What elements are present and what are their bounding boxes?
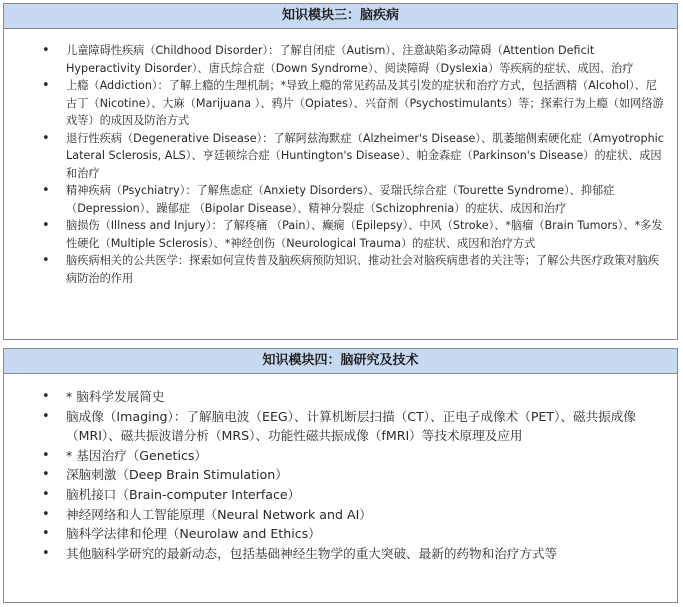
list-item: • 其他脑科学研究的最新动态，包括基础神经生物学的重大突破、最新的药物和治疗方式等	[42, 544, 667, 564]
list-item: • 脑损伤（Illness and Injury）：了解疼痛 （Pain）、癫痫（Epilepsy）、中风（Stroke）、*脑瘤（Brain Tumors）、*多发性硬化（Multiple Sclerosis）、*神经创伤（Neurological Trauma）的症状、成因和治疗方式	[42, 218, 663, 250]
module4-table	[3, 348, 678, 603]
bullet-icon: •	[42, 183, 50, 198]
list-item: • 脑机接口（Brain-computer Interface）	[42, 485, 667, 505]
list-item: • 脑科学法律和伦理（Neurolaw and Ethics）	[42, 524, 667, 544]
bullet-icon: •	[42, 506, 50, 522]
list-item: • 上瘾（Addiction）：了解上瘾的生理机制；*导致上瘾的常见药品及其引发的症状和治疗方式，包括酒精（Alcohol）、尼古丁（Nicotine）、大麻（Marijuana ）、鸦片（Opiates）、兴奋剂（Psychostimulants）等；探索行为上瘾（如网络游戏等）的成因及防治方式	[42, 78, 664, 127]
module3-title: 知识模块三：脑疾病	[4, 4, 677, 29]
list-item: • 脑疾病相关的公共医学：探索如何宣传普及脑疾病预防知识、推动社会对脑疾病患者的关注等；了解公共医疗政策对脑疾病防治的作用	[42, 253, 659, 285]
bullet-icon: •	[42, 408, 50, 424]
bullet-icon: •	[42, 486, 50, 502]
bullet-icon: •	[42, 43, 50, 58]
list-item: • 脑成像（Imaging）：了解脑电波（EEG）、计算机断层扫描（CT）、正电子成像术（PET）、磁共振成像（MRI）、磁共振波谱分析（MRS）、功能性磁共振成像（fMRI）等技术原理及应用	[42, 408, 636, 444]
list-item: • * 基因治疗（Genetics）	[42, 446, 667, 466]
bullet-icon: •	[42, 545, 50, 561]
bullet-icon: •	[42, 526, 50, 542]
list-item: • 儿童障碍性疾病（Childhood Disorder）：了解自闭症（Autism）、注意缺陷多动障碍（Attention Deficit Hyperactivity Disorder）、唐氏综合症（Down Syndrome）、阅读障碍（Dyslexia）等疾病的症状、成因、治疗	[42, 43, 634, 75]
list-item: • * 脑科学发展简史	[42, 387, 667, 407]
list-item: • 深脑刺激（Deep Brain Stimulation）	[42, 465, 667, 485]
bullet-icon: •	[42, 78, 50, 93]
bullet-icon: •	[42, 218, 50, 233]
list-item: • 精神疾病（Psychiatry）：了解焦虑症（Anxiety Disorders）、妥瑞氏综合症（Tourette Syndrome）、抑郁症（Depression）、躁郁症 （Bipolar Disease）、精神分裂症（Schizophrenia）的症状、成因和治疗	[42, 183, 615, 215]
module3-list	[42, 42, 667, 287]
module4-list	[42, 387, 667, 563]
module4-title: 知识模块四：脑研究及技术	[4, 349, 677, 374]
list-item: • 神经网络和人工智能原理（Neural Network and AI）	[42, 505, 667, 525]
bullet-icon: •	[42, 447, 50, 463]
bullet-icon: •	[42, 130, 50, 146]
list-item: • 退行性疾病（Degenerative Disease）：了解阿兹海默症（Alzheimer's Disease）、肌萎缩侧索硬化症（Amyotrophic Lateral Sclerosis, ALS）、亨廷顿综合症（Huntington's Disease）、帕金森症（Parkinson's Disease）的症状、成因和治疗	[42, 130, 664, 180]
module3-table	[3, 3, 678, 340]
bullet-icon: •	[42, 467, 50, 483]
bullet-icon: •	[42, 253, 50, 268]
bullet-icon: •	[42, 389, 50, 404]
